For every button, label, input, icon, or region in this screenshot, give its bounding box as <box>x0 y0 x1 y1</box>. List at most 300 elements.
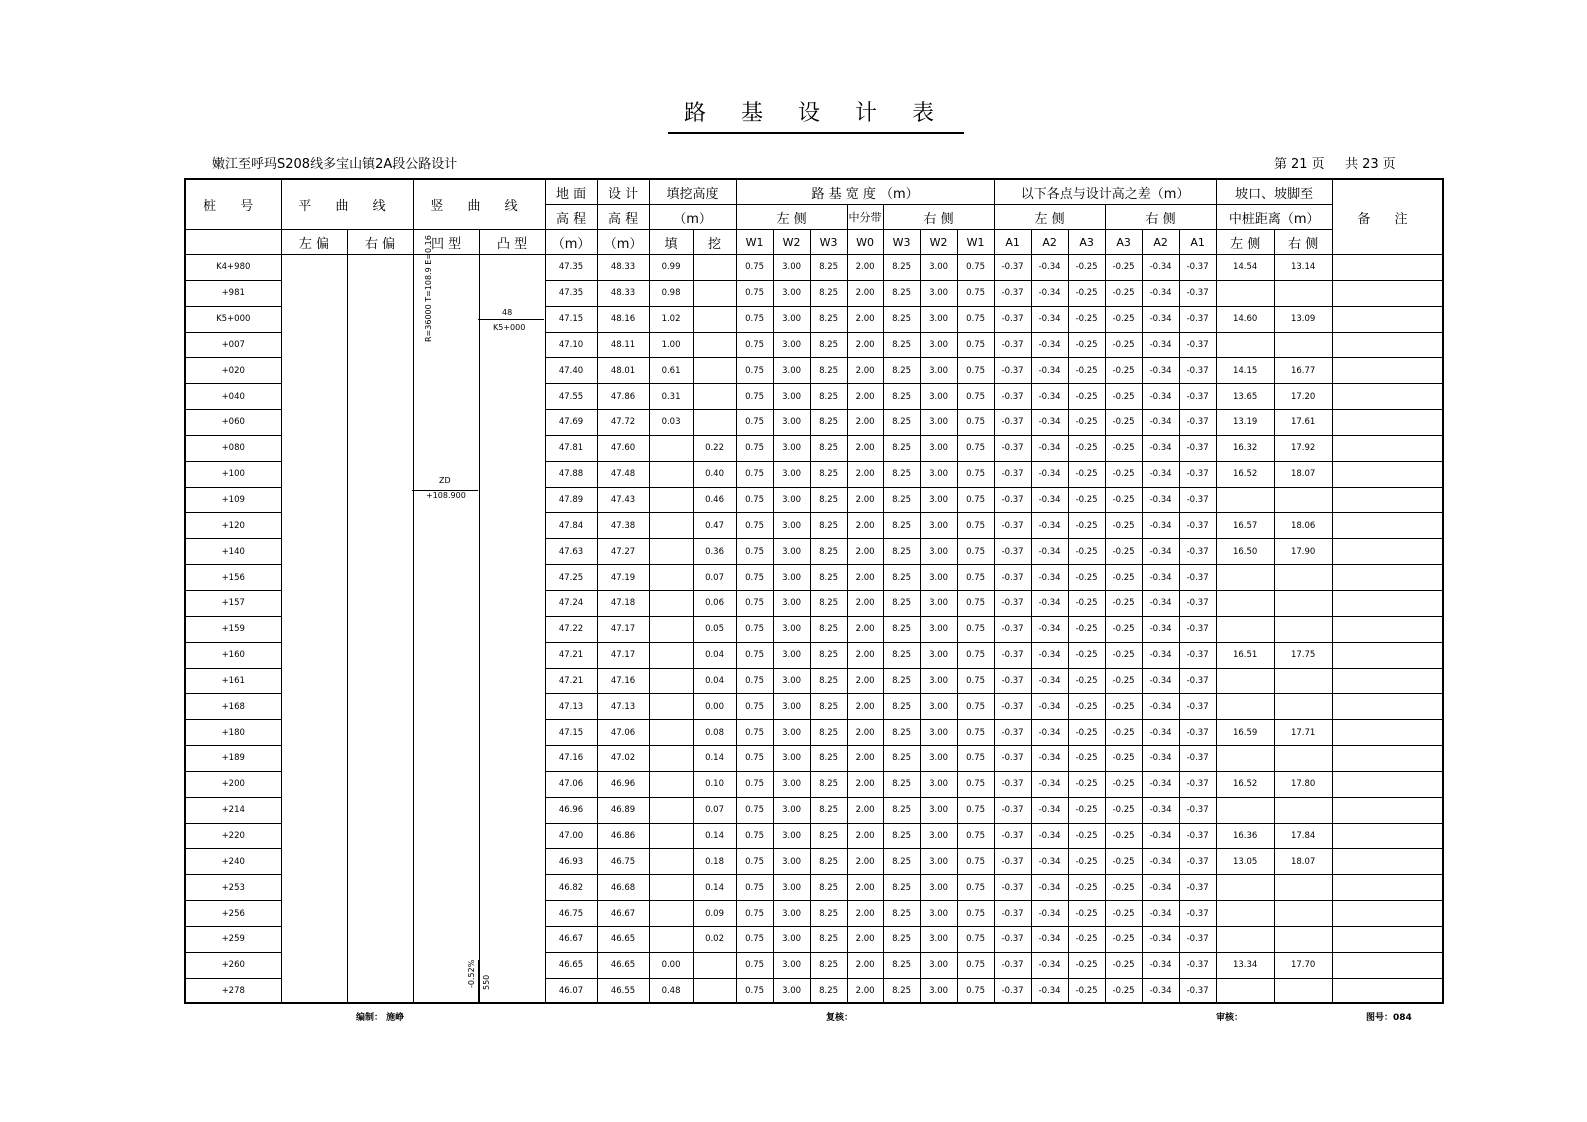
data-cell: -0.37 <box>1179 797 1216 823</box>
data-cell: 8.25 <box>810 642 847 668</box>
vc-convex-cell <box>479 668 545 694</box>
data-cell: 3.00 <box>920 384 957 410</box>
data-cell: 3.00 <box>920 461 957 487</box>
vc-concave-cell <box>413 565 479 591</box>
data-cell: 8.25 <box>883 565 920 591</box>
data-cell: 8.25 <box>810 720 847 746</box>
data-cell: 46.07 <box>545 978 597 1004</box>
footer-reviewer: 复核： <box>826 1013 854 1023</box>
data-cell: 2.00 <box>847 461 883 487</box>
data-cell: -0.25 <box>1105 384 1142 410</box>
data-cell: 0.75 <box>957 797 994 823</box>
data-cell: 0.75 <box>957 978 994 1004</box>
vc-convex-cell <box>479 513 545 539</box>
data-cell: 16.50 <box>1216 539 1274 565</box>
data-cell: 3.00 <box>773 280 810 306</box>
data-cell: 48.33 <box>597 255 649 281</box>
table-row <box>186 978 1442 1004</box>
data-cell: 47.24 <box>545 590 597 616</box>
data-cell: 47.17 <box>597 642 649 668</box>
data-cell: 8.25 <box>810 332 847 358</box>
data-cell: -0.37 <box>994 565 1031 591</box>
remark-cell <box>1332 435 1442 461</box>
data-cell: -0.37 <box>994 539 1031 565</box>
data-cell: 0.48 <box>649 978 693 1004</box>
data-cell: 8.25 <box>883 410 920 436</box>
data-cell: 16.59 <box>1216 720 1274 746</box>
hc-right-cell <box>347 410 413 436</box>
station-cell: +168 <box>186 694 281 720</box>
hc-left-cell <box>281 797 347 823</box>
data-cell: 8.25 <box>810 410 847 436</box>
data-cell: 8.25 <box>883 901 920 927</box>
data-cell: 8.25 <box>883 461 920 487</box>
data-cell: 0.75 <box>736 823 773 849</box>
hc-left-cell <box>281 306 347 332</box>
table-row <box>186 901 1442 927</box>
data-cell: -0.37 <box>1179 952 1216 978</box>
data-cell: 47.43 <box>597 487 649 513</box>
data-cell: -0.37 <box>1179 280 1216 306</box>
page-title: 路 基 设 计 表 <box>684 101 948 126</box>
station-cell: +157 <box>186 590 281 616</box>
data-cell: 16.57 <box>1216 513 1274 539</box>
hc-right-cell <box>347 539 413 565</box>
data-cell: 8.25 <box>810 461 847 487</box>
data-cell: 46.89 <box>597 797 649 823</box>
station-cell: +278 <box>186 978 281 1004</box>
data-cell: 2.00 <box>847 306 883 332</box>
data-cell: -0.37 <box>994 384 1031 410</box>
footer-approver: 审核： <box>1216 1013 1244 1023</box>
data-cell: 46.55 <box>597 978 649 1004</box>
data-cell <box>649 926 693 952</box>
data-cell: -0.37 <box>994 771 1031 797</box>
header-concave: 凹 型 <box>413 230 479 255</box>
page-mid: 页 <box>1311 157 1325 172</box>
data-cell: 0.47 <box>693 513 736 539</box>
remark-cell <box>1332 849 1442 875</box>
data-cell: -0.34 <box>1031 384 1068 410</box>
station-cell: +060 <box>186 410 281 436</box>
data-cell: -0.25 <box>1105 590 1142 616</box>
data-cell: 0.99 <box>649 255 693 281</box>
data-cell: 0.75 <box>736 565 773 591</box>
station-cell: +156 <box>186 565 281 591</box>
remark-cell <box>1332 461 1442 487</box>
data-cell: 3.00 <box>920 435 957 461</box>
data-cell: -0.37 <box>994 952 1031 978</box>
data-cell: 0.75 <box>736 255 773 281</box>
page-current: 21 <box>1291 157 1308 172</box>
data-cell: 0.75 <box>957 746 994 772</box>
data-cell: 3.00 <box>920 358 957 384</box>
data-cell: -0.37 <box>1179 978 1216 1004</box>
data-cell: -0.34 <box>1142 280 1179 306</box>
data-cell <box>693 306 736 332</box>
data-cell <box>1274 332 1332 358</box>
vc-concave-params: R=36000 T=108.9 E=0.16 <box>424 235 433 342</box>
data-cell: 14.54 <box>1216 255 1274 281</box>
data-cell: 0.75 <box>957 513 994 539</box>
station-cell: +180 <box>186 720 281 746</box>
data-cell: -0.25 <box>1105 280 1142 306</box>
data-cell: -0.34 <box>1142 358 1179 384</box>
data-cell: 0.75 <box>957 306 994 332</box>
roadbed-design-table <box>184 178 1444 1004</box>
data-cell: 3.00 <box>920 875 957 901</box>
remark-cell <box>1332 797 1442 823</box>
data-cell: 3.00 <box>773 255 810 281</box>
vc-concave-cell <box>413 384 479 410</box>
data-cell: 3.00 <box>773 565 810 591</box>
hc-right-cell <box>347 875 413 901</box>
header-width-right: 右 侧 <box>883 205 994 230</box>
data-cell: 8.25 <box>883 487 920 513</box>
vc-convex-cell <box>479 901 545 927</box>
data-cell: 0.75 <box>736 901 773 927</box>
vc-concave-cell <box>413 771 479 797</box>
data-cell: -0.25 <box>1068 513 1105 539</box>
vc-convex-cell <box>479 487 545 513</box>
data-cell: 47.69 <box>545 410 597 436</box>
vc-convex-cell <box>479 461 545 487</box>
data-cell: 47.55 <box>545 384 597 410</box>
data-cell: 0.22 <box>693 435 736 461</box>
data-cell <box>1274 926 1332 952</box>
hc-right-cell <box>347 720 413 746</box>
data-cell: -0.34 <box>1031 694 1068 720</box>
data-cell: 2.00 <box>847 901 883 927</box>
hc-right-cell <box>347 384 413 410</box>
remark-cell <box>1332 332 1442 358</box>
station-cell: +140 <box>186 539 281 565</box>
data-cell: 8.25 <box>883 332 920 358</box>
data-cell: 0.75 <box>957 487 994 513</box>
data-cell: -0.34 <box>1142 875 1179 901</box>
data-cell: 0.75 <box>736 642 773 668</box>
data-cell: 0.75 <box>957 926 994 952</box>
station-cell: +253 <box>186 875 281 901</box>
data-cell: 0.05 <box>693 616 736 642</box>
data-cell: 8.25 <box>810 849 847 875</box>
hc-right-cell <box>347 926 413 952</box>
data-cell: 3.00 <box>920 823 957 849</box>
vc-concave-cell <box>413 797 479 823</box>
data-cell <box>649 823 693 849</box>
data-cell: 3.00 <box>773 694 810 720</box>
table-row <box>186 694 1442 720</box>
data-cell: 13.65 <box>1216 384 1274 410</box>
data-cell: 8.25 <box>810 926 847 952</box>
data-cell: 46.67 <box>597 901 649 927</box>
data-cell: -0.34 <box>1142 461 1179 487</box>
hc-right-cell <box>347 901 413 927</box>
data-cell: 0.75 <box>957 565 994 591</box>
data-cell: 0.75 <box>957 255 994 281</box>
header-col-w1-left: W1 <box>736 230 773 255</box>
data-cell: -0.34 <box>1142 901 1179 927</box>
data-cell: -0.37 <box>994 616 1031 642</box>
hc-left-cell <box>281 461 347 487</box>
data-cell: 1.02 <box>649 306 693 332</box>
vc-concave-cell <box>413 875 479 901</box>
hc-left-cell <box>281 487 347 513</box>
hc-right-cell <box>347 668 413 694</box>
data-cell: 2.00 <box>847 539 883 565</box>
header-cut: 挖 <box>693 230 736 255</box>
station-cell: +189 <box>186 746 281 772</box>
station-cell: +981 <box>186 280 281 306</box>
data-cell <box>693 332 736 358</box>
remark-cell <box>1332 823 1442 849</box>
vc-convex-cell <box>479 280 545 306</box>
data-cell: 8.25 <box>883 823 920 849</box>
data-cell: 3.00 <box>773 435 810 461</box>
data-cell: 17.61 <box>1274 410 1332 436</box>
remark-cell <box>1332 901 1442 927</box>
header-diff: 以下各点与设计高之差（m） <box>994 180 1216 205</box>
data-cell: 3.00 <box>773 513 810 539</box>
hc-right-cell <box>347 590 413 616</box>
remark-cell <box>1332 384 1442 410</box>
data-cell: 0.07 <box>693 565 736 591</box>
data-cell: 18.07 <box>1274 849 1332 875</box>
data-cell: 0.75 <box>957 410 994 436</box>
data-cell: 3.00 <box>773 849 810 875</box>
hc-right-cell <box>347 565 413 591</box>
data-cell: -0.37 <box>994 461 1031 487</box>
data-cell: -0.37 <box>994 668 1031 694</box>
data-cell: -0.34 <box>1142 746 1179 772</box>
data-cell: 8.25 <box>883 358 920 384</box>
data-cell: -0.37 <box>1179 746 1216 772</box>
data-cell: 8.25 <box>810 823 847 849</box>
header-col-a3-left: A3 <box>1068 230 1105 255</box>
data-cell: 2.00 <box>847 384 883 410</box>
data-cell: -0.25 <box>1068 694 1105 720</box>
data-cell: 0.75 <box>736 668 773 694</box>
data-cell: -0.37 <box>994 255 1031 281</box>
data-cell: 0.75 <box>736 797 773 823</box>
vc-concave-cell <box>413 901 479 927</box>
header-design-1: 设 计 <box>597 180 649 205</box>
data-cell: 8.25 <box>883 590 920 616</box>
data-cell: -0.37 <box>994 849 1031 875</box>
vc-convex-station: K5+000 <box>493 323 526 332</box>
data-cell: 8.25 <box>883 280 920 306</box>
data-cell: 2.00 <box>847 952 883 978</box>
data-cell: -0.25 <box>1068 332 1105 358</box>
data-cell: -0.34 <box>1142 332 1179 358</box>
data-cell: 2.00 <box>847 694 883 720</box>
data-cell: 47.10 <box>545 332 597 358</box>
data-cell: -0.37 <box>994 926 1031 952</box>
data-cell: 46.96 <box>545 797 597 823</box>
data-cell: -0.25 <box>1068 487 1105 513</box>
table-body <box>186 255 1442 1004</box>
hc-right-cell <box>347 797 413 823</box>
data-cell: 46.75 <box>597 849 649 875</box>
data-cell: 0.75 <box>736 306 773 332</box>
data-cell: 0.75 <box>957 952 994 978</box>
data-cell: -0.25 <box>1068 771 1105 797</box>
header-fill: 填 <box>649 230 693 255</box>
data-cell <box>649 461 693 487</box>
vc-convex-line <box>478 319 544 320</box>
data-cell: -0.25 <box>1105 978 1142 1004</box>
station-cell: +240 <box>186 849 281 875</box>
data-cell: -0.37 <box>994 487 1031 513</box>
data-cell: -0.34 <box>1142 384 1179 410</box>
data-cell: 0.75 <box>736 487 773 513</box>
data-cell: -0.34 <box>1031 797 1068 823</box>
page-indicator <box>1272 153 1398 172</box>
data-cell: 18.07 <box>1274 461 1332 487</box>
station-cell: +160 <box>186 642 281 668</box>
table-row <box>186 590 1442 616</box>
data-cell: 47.19 <box>597 565 649 591</box>
data-cell: 0.75 <box>736 513 773 539</box>
hc-left-cell <box>281 280 347 306</box>
hc-left-cell <box>281 978 347 1004</box>
data-cell: 3.00 <box>773 901 810 927</box>
data-cell: -0.25 <box>1068 978 1105 1004</box>
hc-right-cell <box>347 823 413 849</box>
data-cell: 2.00 <box>847 797 883 823</box>
page-suffix: 页 <box>1382 157 1396 172</box>
data-cell <box>1216 926 1274 952</box>
data-cell: -0.37 <box>994 823 1031 849</box>
data-cell: -0.25 <box>1105 513 1142 539</box>
data-cell <box>1216 280 1274 306</box>
footer-compiler: 编制： 施峥 <box>356 1013 405 1023</box>
data-cell <box>1216 590 1274 616</box>
data-cell: 0.75 <box>736 746 773 772</box>
data-cell: 1.00 <box>649 332 693 358</box>
data-cell: 3.00 <box>773 720 810 746</box>
data-cell <box>693 384 736 410</box>
data-cell: 47.06 <box>597 720 649 746</box>
data-cell: -0.25 <box>1068 410 1105 436</box>
data-cell: 8.25 <box>810 746 847 772</box>
data-cell: 16.52 <box>1216 461 1274 487</box>
remark-cell <box>1332 771 1442 797</box>
data-cell: 0.75 <box>957 823 994 849</box>
data-cell: -0.37 <box>1179 642 1216 668</box>
remark-cell <box>1332 513 1442 539</box>
vc-convex-cell <box>479 565 545 591</box>
data-cell: 2.00 <box>847 978 883 1004</box>
data-cell: -0.37 <box>994 306 1031 332</box>
table-row <box>186 797 1442 823</box>
data-cell: -0.34 <box>1031 875 1068 901</box>
vc-convex-cell <box>479 255 545 281</box>
remark-cell <box>1332 280 1442 306</box>
hc-left-cell <box>281 616 347 642</box>
table-row <box>186 771 1442 797</box>
hc-left-cell <box>281 384 347 410</box>
data-cell: 2.00 <box>847 616 883 642</box>
data-cell: -0.25 <box>1105 565 1142 591</box>
data-cell: -0.37 <box>1179 358 1216 384</box>
data-cell: 48.16 <box>597 306 649 332</box>
data-cell: -0.25 <box>1068 539 1105 565</box>
data-cell: 8.25 <box>883 435 920 461</box>
station-cell: +220 <box>186 823 281 849</box>
data-cell: -0.25 <box>1105 487 1142 513</box>
header-station: 桩 号 <box>186 180 281 230</box>
data-cell: 8.25 <box>883 978 920 1004</box>
data-cell <box>649 668 693 694</box>
data-cell: -0.37 <box>994 410 1031 436</box>
remark-cell <box>1332 539 1442 565</box>
station-cell: +200 <box>186 771 281 797</box>
data-cell <box>1274 875 1332 901</box>
data-cell: 0.75 <box>957 771 994 797</box>
remark-cell <box>1332 668 1442 694</box>
hc-right-cell <box>347 280 413 306</box>
data-cell: -0.25 <box>1068 384 1105 410</box>
data-cell: 3.00 <box>920 694 957 720</box>
data-cell: 2.00 <box>847 849 883 875</box>
data-cell: 2.00 <box>847 565 883 591</box>
data-cell: 0.75 <box>957 332 994 358</box>
data-cell: -0.37 <box>994 875 1031 901</box>
data-cell: 3.00 <box>920 642 957 668</box>
data-cell: 0.75 <box>957 435 994 461</box>
data-cell: 0.75 <box>957 461 994 487</box>
data-cell: 0.75 <box>736 461 773 487</box>
hc-left-cell <box>281 771 347 797</box>
data-cell <box>649 746 693 772</box>
data-cell: -0.25 <box>1068 306 1105 332</box>
data-cell <box>1216 978 1274 1004</box>
data-cell: -0.34 <box>1031 358 1068 384</box>
data-cell <box>649 616 693 642</box>
data-cell: 8.25 <box>883 668 920 694</box>
data-cell: 3.00 <box>920 616 957 642</box>
data-cell: 3.00 <box>920 668 957 694</box>
hc-right-cell <box>347 487 413 513</box>
data-cell: 0.75 <box>736 384 773 410</box>
remark-cell <box>1332 952 1442 978</box>
remark-cell <box>1332 590 1442 616</box>
data-cell: -0.25 <box>1105 771 1142 797</box>
data-cell: 3.00 <box>773 306 810 332</box>
data-cell: -0.25 <box>1105 306 1142 332</box>
data-cell: 8.25 <box>883 720 920 746</box>
hc-left-cell <box>281 358 347 384</box>
data-cell: 8.25 <box>810 771 847 797</box>
hc-right-cell <box>347 306 413 332</box>
table-row <box>186 539 1442 565</box>
data-cell: 3.00 <box>920 797 957 823</box>
header-width: 路 基 宽 度 （m） <box>736 180 994 205</box>
data-cell: 47.84 <box>545 513 597 539</box>
data-cell: -0.37 <box>994 435 1031 461</box>
data-cell: 47.72 <box>597 410 649 436</box>
data-cell: 0.36 <box>693 539 736 565</box>
station-cell: +161 <box>186 668 281 694</box>
data-cell: 8.25 <box>810 590 847 616</box>
data-cell: 8.25 <box>810 875 847 901</box>
data-cell: 13.34 <box>1216 952 1274 978</box>
data-cell: 2.00 <box>847 513 883 539</box>
data-cell: 2.00 <box>847 487 883 513</box>
data-cell: 46.75 <box>545 901 597 927</box>
data-cell: 46.65 <box>597 926 649 952</box>
